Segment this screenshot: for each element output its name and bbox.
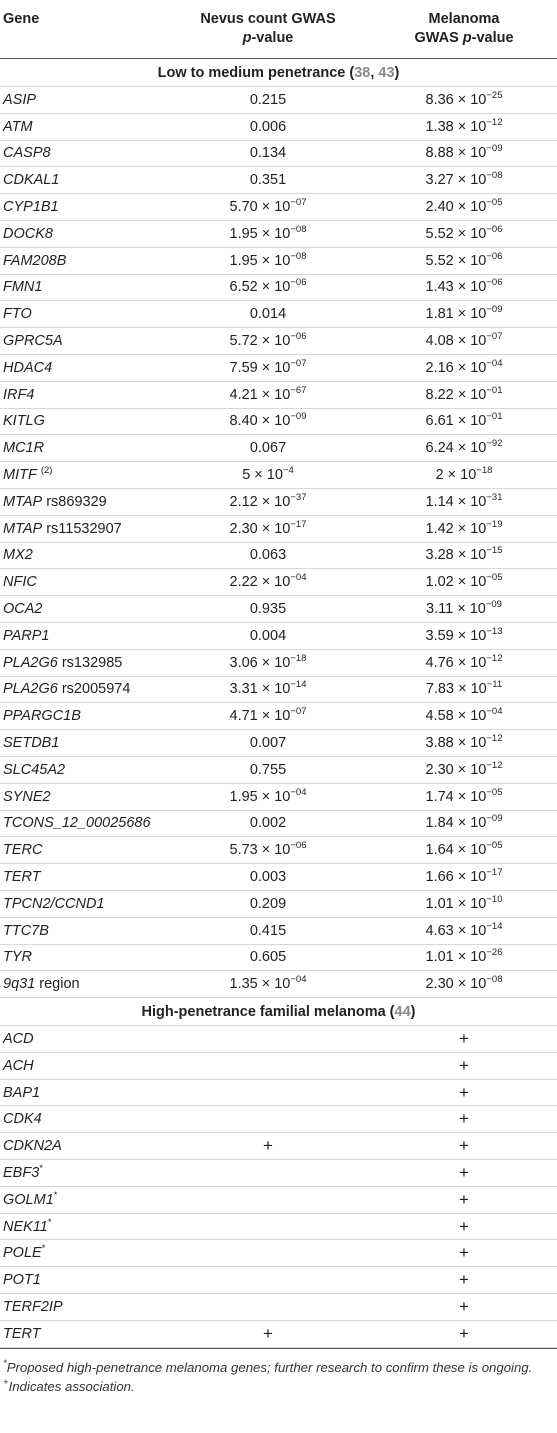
melanoma-association-cell: + bbox=[371, 1026, 557, 1053]
melanoma-association-cell: + bbox=[371, 1079, 557, 1106]
table-row bbox=[0, 113, 557, 140]
melanoma-association-cell: + bbox=[371, 1133, 557, 1160]
melanoma-pvalue-cell: $4.76 \times 10^{-12}$ bbox=[371, 649, 557, 676]
table-row bbox=[0, 1052, 557, 1079]
table-row bbox=[0, 944, 557, 971]
table-row bbox=[0, 810, 557, 837]
nevus-association-cell bbox=[165, 1026, 371, 1053]
gene-cell: NFIC bbox=[0, 569, 165, 596]
table-row bbox=[0, 140, 557, 167]
gene-cell: EBF3* bbox=[0, 1160, 165, 1187]
table-row bbox=[0, 167, 557, 194]
gene-cell: POT1 bbox=[0, 1267, 165, 1294]
nevus-pvalue-cell: $6.52 \times 10^{-06}$ bbox=[165, 274, 371, 301]
table-row bbox=[0, 408, 557, 435]
nevus-pvalue-cell: $1.95 \times 10^{-08}$ bbox=[165, 220, 371, 247]
gene-cell: CASP8 bbox=[0, 140, 165, 167]
nevus-pvalue-cell: 0.755 bbox=[165, 756, 371, 783]
footnote-proposed-genes: *Proposed high-penetrance melanoma genes; further research to confirm these is ongoing. bbox=[3, 1357, 533, 1375]
gene-cell: PLA2G6 rs132985 bbox=[0, 649, 165, 676]
melanoma-association-cell: + bbox=[371, 1320, 557, 1347]
table-row bbox=[0, 220, 557, 247]
melanoma-association-cell: + bbox=[371, 1052, 557, 1079]
nevus-association-cell: + bbox=[165, 1320, 371, 1347]
table-header bbox=[0, 0, 557, 59]
gene-cell: MTAP rs11532907 bbox=[0, 515, 165, 542]
table-footnotes bbox=[0, 1348, 557, 1396]
table-row bbox=[0, 435, 557, 462]
melanoma-pvalue-cell: $1.74 \times 10^{-05}$ bbox=[371, 783, 557, 810]
gene-cell: MC1R bbox=[0, 435, 165, 462]
melanoma-pvalue-cell: $4.08 \times 10^{-07}$ bbox=[371, 328, 557, 355]
gene-cell: TERF2IP bbox=[0, 1294, 165, 1321]
nevus-pvalue-cell: $5.72 \times 10^{-06}$ bbox=[165, 328, 371, 355]
melanoma-association-cell: + bbox=[371, 1186, 557, 1213]
table-row bbox=[0, 864, 557, 891]
melanoma-pvalue-cell: $1.42 \times 10^{-19}$ bbox=[371, 515, 557, 542]
nevus-association-cell bbox=[165, 1267, 371, 1294]
nevus-pvalue-cell: 0.415 bbox=[165, 917, 371, 944]
citation-link[interactable]: 44 bbox=[394, 1003, 411, 1020]
nevus-association-cell bbox=[165, 1079, 371, 1106]
gene-cell: OCA2 bbox=[0, 596, 165, 623]
melanoma-pvalue-cell: $2.40 \times 10^{-05}$ bbox=[371, 194, 557, 221]
citation-link[interactable]: 43 bbox=[378, 64, 395, 81]
gene-cell: SLC45A2 bbox=[0, 756, 165, 783]
melanoma-pvalue-cell: $5.52 \times 10^{-06}$ bbox=[371, 220, 557, 247]
gene-cell: CYP1B1 bbox=[0, 194, 165, 221]
gene-cell: PPARGC1B bbox=[0, 703, 165, 730]
table-row bbox=[0, 890, 557, 917]
nevus-pvalue-cell: $4.21 \times 10^{-67}$ bbox=[165, 381, 371, 408]
table-row bbox=[0, 1294, 557, 1321]
citation-link[interactable]: 38 bbox=[354, 64, 371, 81]
table-row bbox=[0, 649, 557, 676]
melanoma-pvalue-cell: $2.16 \times 10^{-04}$ bbox=[371, 354, 557, 381]
header-melanoma-pvalue: Melanoma GWAS p-value bbox=[371, 0, 557, 59]
gene-cell: IRF4 bbox=[0, 381, 165, 408]
gene-cell: HDAC4 bbox=[0, 354, 165, 381]
gene-cell: TPCN2/CCND1 bbox=[0, 890, 165, 917]
gene-cell: ATM bbox=[0, 113, 165, 140]
melanoma-pvalue-cell: $3.59 \times 10^{-13}$ bbox=[371, 622, 557, 649]
gene-cell: ASIP bbox=[0, 87, 165, 114]
nevus-pvalue-cell: 0.605 bbox=[165, 944, 371, 971]
table-row bbox=[0, 381, 557, 408]
melanoma-pvalue-cell: $1.01 \times 10^{-10}$ bbox=[371, 890, 557, 917]
table-row bbox=[0, 87, 557, 114]
nevus-pvalue-cell: 0.134 bbox=[165, 140, 371, 167]
footnote-association: +Indicates association. bbox=[3, 1376, 135, 1394]
table-row bbox=[0, 569, 557, 596]
table-row bbox=[0, 676, 557, 703]
melanoma-pvalue-cell: $6.24 \times 10^{-92}$ bbox=[371, 435, 557, 462]
melanoma-pvalue-cell: $7.83 \times 10^{-11}$ bbox=[371, 676, 557, 703]
gene-cell: ACH bbox=[0, 1052, 165, 1079]
melanoma-pvalue-cell: $3.28 \times 10^{-15}$ bbox=[371, 542, 557, 569]
melanoma-pvalue-cell: $8.36 \times 10^{-25}$ bbox=[371, 87, 557, 114]
section-heading-high-penetrance: High-penetrance familial melanoma (44) bbox=[0, 998, 557, 1026]
table-row bbox=[0, 274, 557, 301]
gene-cell: BAP1 bbox=[0, 1079, 165, 1106]
table-row bbox=[0, 1240, 557, 1267]
nevus-pvalue-cell: $4.71 \times 10^{-07}$ bbox=[165, 703, 371, 730]
nevus-pvalue-cell: 0.002 bbox=[165, 810, 371, 837]
table-row bbox=[0, 462, 557, 489]
table-row bbox=[0, 971, 557, 998]
gene-cell: CDKAL1 bbox=[0, 167, 165, 194]
melanoma-pvalue-cell: $1.38 \times 10^{-12}$ bbox=[371, 113, 557, 140]
table-body bbox=[0, 59, 557, 1348]
gene-cell: TERT bbox=[0, 864, 165, 891]
gene-cell: CDK4 bbox=[0, 1106, 165, 1133]
nevus-pvalue-cell: 0.209 bbox=[165, 890, 371, 917]
melanoma-pvalue-cell: $1.14 \times 10^{-31}$ bbox=[371, 488, 557, 515]
header-nevus-pvalue: Nevus count GWAS p-value bbox=[165, 0, 371, 59]
table-row bbox=[0, 1079, 557, 1106]
melanoma-pvalue-cell: $2 \times 10^{-18}$ bbox=[371, 462, 557, 489]
gene-cell: FAM208B bbox=[0, 247, 165, 274]
melanoma-association-cell: + bbox=[371, 1267, 557, 1294]
melanoma-association-cell: + bbox=[371, 1213, 557, 1240]
melanoma-pvalue-cell: $6.61 \times 10^{-01}$ bbox=[371, 408, 557, 435]
section-heading-low-medium: Low to medium penetrance (38, 43) bbox=[0, 59, 557, 87]
nevus-pvalue-cell: $5 \times 10^{-4}$ bbox=[165, 462, 371, 489]
nevus-pvalue-cell: $5.70 \times 10^{-07}$ bbox=[165, 194, 371, 221]
gene-cell: TCONS_12_00025686 bbox=[0, 810, 165, 837]
melanoma-association-cell: + bbox=[371, 1160, 557, 1187]
melanoma-pvalue-cell: $2.30 \times 10^{-12}$ bbox=[371, 756, 557, 783]
melanoma-pvalue-cell: $2.30 \times 10^{-08}$ bbox=[371, 971, 557, 998]
gene-cell: FMN1 bbox=[0, 274, 165, 301]
melanoma-pvalue-cell: $1.01 \times 10^{-26}$ bbox=[371, 944, 557, 971]
melanoma-pvalue-cell: $3.11 \times 10^{-09}$ bbox=[371, 596, 557, 623]
nevus-pvalue-cell: 0.067 bbox=[165, 435, 371, 462]
melanoma-pvalue-cell: $3.88 \times 10^{-12}$ bbox=[371, 730, 557, 757]
table-row bbox=[0, 515, 557, 542]
nevus-pvalue-cell: $3.31 \times 10^{-14}$ bbox=[165, 676, 371, 703]
gene-cell: MTAP rs869329 bbox=[0, 488, 165, 515]
table-row bbox=[0, 1186, 557, 1213]
nevus-pvalue-cell: 0.935 bbox=[165, 596, 371, 623]
nevus-association-cell bbox=[165, 1052, 371, 1079]
gene-cell: TYR bbox=[0, 944, 165, 971]
nevus-association-cell: + bbox=[165, 1133, 371, 1160]
header-gene: Gene bbox=[0, 0, 165, 59]
nevus-pvalue-cell: $2.12 \times 10^{-37}$ bbox=[165, 488, 371, 515]
nevus-pvalue-cell: 0.215 bbox=[165, 87, 371, 114]
table-row bbox=[0, 247, 557, 274]
table-row bbox=[0, 194, 557, 221]
table-row bbox=[0, 1133, 557, 1160]
melanoma-pvalue-cell: $1.02 \times 10^{-05}$ bbox=[371, 569, 557, 596]
gene-cell: GOLM1* bbox=[0, 1186, 165, 1213]
table-row bbox=[0, 1213, 557, 1240]
table-row bbox=[0, 622, 557, 649]
gene-cell: TERT bbox=[0, 1320, 165, 1347]
melanoma-association-cell: + bbox=[371, 1294, 557, 1321]
table-row bbox=[0, 1267, 557, 1294]
gene-cell: NEK11* bbox=[0, 1213, 165, 1240]
melanoma-pvalue-cell: $1.84 \times 10^{-09}$ bbox=[371, 810, 557, 837]
table-row bbox=[0, 542, 557, 569]
table-row bbox=[0, 301, 557, 328]
nevus-pvalue-cell: 0.014 bbox=[165, 301, 371, 328]
melanoma-pvalue-cell: $1.66 \times 10^{-17}$ bbox=[371, 864, 557, 891]
melanoma-pvalue-cell: $8.22 \times 10^{-01}$ bbox=[371, 381, 557, 408]
nevus-pvalue-cell: $5.73 \times 10^{-06}$ bbox=[165, 837, 371, 864]
table-row bbox=[0, 917, 557, 944]
nevus-association-cell bbox=[165, 1240, 371, 1267]
nevus-pvalue-cell: $1.95 \times 10^{-08}$ bbox=[165, 247, 371, 274]
gene-cell: MITF $^{(2)}$ bbox=[0, 462, 165, 489]
table-row bbox=[0, 328, 557, 355]
table-row bbox=[0, 837, 557, 864]
nevus-pvalue-cell: 0.007 bbox=[165, 730, 371, 757]
table-row bbox=[0, 488, 557, 515]
gene-cell: 9q31 region bbox=[0, 971, 165, 998]
nevus-pvalue-cell: $8.40 \times 10^{-09}$ bbox=[165, 408, 371, 435]
nevus-association-cell bbox=[165, 1294, 371, 1321]
nevus-association-cell bbox=[165, 1186, 371, 1213]
nevus-pvalue-cell: 0.063 bbox=[165, 542, 371, 569]
gene-cell: MX2 bbox=[0, 542, 165, 569]
gene-cell: PARP1 bbox=[0, 622, 165, 649]
table-row bbox=[0, 1026, 557, 1053]
gene-cell: SETDB1 bbox=[0, 730, 165, 757]
nevus-pvalue-cell: 0.006 bbox=[165, 113, 371, 140]
nevus-association-cell bbox=[165, 1106, 371, 1133]
nevus-association-cell bbox=[165, 1160, 371, 1187]
nevus-pvalue-cell: $1.95 \times 10^{-04}$ bbox=[165, 783, 371, 810]
melanoma-pvalue-cell: $4.63 \times 10^{-14}$ bbox=[371, 917, 557, 944]
melanoma-association-cell: + bbox=[371, 1240, 557, 1267]
gene-cell: ACD bbox=[0, 1026, 165, 1053]
table-row bbox=[0, 1320, 557, 1347]
melanoma-pvalue-cell: $4.58 \times 10^{-04}$ bbox=[371, 703, 557, 730]
gene-cell: DOCK8 bbox=[0, 220, 165, 247]
gene-cell: TERC bbox=[0, 837, 165, 864]
nevus-pvalue-cell: $1.35 \times 10^{-04}$ bbox=[165, 971, 371, 998]
nevus-association-cell bbox=[165, 1213, 371, 1240]
gene-cell: FTO bbox=[0, 301, 165, 328]
melanoma-association-cell: + bbox=[371, 1106, 557, 1133]
gene-cell: SYNE2 bbox=[0, 783, 165, 810]
table-row bbox=[0, 354, 557, 381]
nevus-pvalue-cell: 0.351 bbox=[165, 167, 371, 194]
melanoma-pvalue-cell: $8.88 \times 10^{-09}$ bbox=[371, 140, 557, 167]
melanoma-pvalue-cell: $5.52 \times 10^{-06}$ bbox=[371, 247, 557, 274]
table-row bbox=[0, 703, 557, 730]
table-row bbox=[0, 730, 557, 757]
nevus-pvalue-cell: 0.004 bbox=[165, 622, 371, 649]
gene-cell: POLE* bbox=[0, 1240, 165, 1267]
table-row bbox=[0, 596, 557, 623]
melanoma-pvalue-cell: $1.43 \times 10^{-06}$ bbox=[371, 274, 557, 301]
nevus-pvalue-cell: $7.59 \times 10^{-07}$ bbox=[165, 354, 371, 381]
nevus-pvalue-cell: $2.30 \times 10^{-17}$ bbox=[165, 515, 371, 542]
gene-cell: CDKN2A bbox=[0, 1133, 165, 1160]
nevus-pvalue-cell: $3.06 \times 10^{-18}$ bbox=[165, 649, 371, 676]
table-row bbox=[0, 1106, 557, 1133]
gene-cell: PLA2G6 rs2005974 bbox=[0, 676, 165, 703]
table-row bbox=[0, 1160, 557, 1187]
melanoma-pvalue-cell: $3.27 \times 10^{-08}$ bbox=[371, 167, 557, 194]
gene-cell: GPRC5A bbox=[0, 328, 165, 355]
melanoma-pvalue-cell: $1.64 \times 10^{-05}$ bbox=[371, 837, 557, 864]
nevus-pvalue-cell: 0.003 bbox=[165, 864, 371, 891]
table-row bbox=[0, 783, 557, 810]
gene-cell: TTC7B bbox=[0, 917, 165, 944]
nevus-pvalue-cell: $2.22 \times 10^{-04}$ bbox=[165, 569, 371, 596]
table-row bbox=[0, 756, 557, 783]
gene-cell: KITLG bbox=[0, 408, 165, 435]
melanoma-pvalue-cell: $1.81 \times 10^{-09}$ bbox=[371, 301, 557, 328]
